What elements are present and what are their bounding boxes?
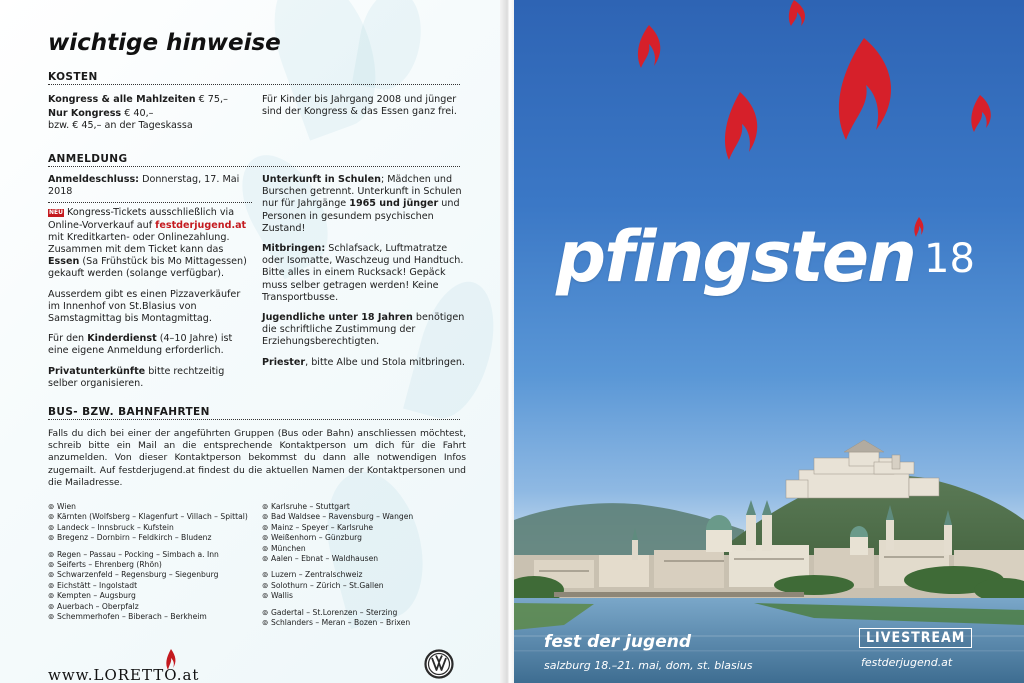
flame-icons: [638, 0, 991, 160]
route-label: Wien: [57, 502, 76, 511]
flame-icon: [971, 95, 990, 132]
kinderdienst-text: (4–10 Jahre) ist eine eigene Anmeldung erforderlich.: [48, 333, 233, 357]
route-bullet-icon: ⊚: [262, 580, 269, 590]
route-bullet-icon: ⊚: [262, 554, 269, 564]
section-heading-bus: BUS- BZW. BAHNFAHRTEN: [48, 406, 210, 418]
cover-subtitle: fest der jugend: [544, 632, 691, 652]
route-bullet-icon: ⊚: [262, 502, 269, 511]
flame-watermark: [352, 0, 428, 94]
route-bullet-icon: ⊚: [48, 601, 55, 611]
route-item: [48, 533, 258, 543]
route-bullet-icon: ⊚: [48, 549, 55, 559]
route-label: Regen – Passau – Pocking – Simbach a. Inn: [57, 549, 219, 559]
route-item: [262, 533, 472, 543]
route-item: [48, 523, 258, 533]
route-label: Schlanders – Meran – Bozen – Brixen: [271, 618, 411, 628]
route-item: [48, 502, 258, 512]
route-label: Kempten – Augsburg: [57, 591, 136, 601]
price-kongress: € 40,–: [121, 108, 154, 120]
route-item: [262, 523, 472, 533]
flame-icon: [725, 92, 757, 160]
schule-year: 1965 und jünger: [349, 198, 439, 210]
route-bullet-icon: ⊚: [262, 607, 269, 617]
route-item: [48, 581, 258, 591]
fortress: [786, 440, 939, 498]
route-item: [48, 570, 258, 580]
route-label: Kärnten (Wolfsberg – Klagenfurt – Villach – Spittal): [57, 512, 248, 522]
loretto-url[interactable]: www.LORETTO.at: [48, 666, 200, 683]
divider: [48, 202, 252, 203]
route-item: [262, 618, 472, 628]
flame-icon: [839, 38, 891, 140]
mitbringen-text: Schlafsack, Luftmatratze oder Isomatte, Waschzeug und Handtuch. Bitte alles in einem Rucksack! Gepäck muss selber getragen werden! Keine Transportbusse.: [262, 243, 464, 303]
cover-year: 18: [924, 236, 975, 282]
price-full: € 75,–: [195, 94, 228, 105]
ticket-text: (Sa Frühstück bis Mo Mittagessen) gekauft werden (solange verfügbar).: [48, 256, 247, 280]
route-bullet-icon: ⊚: [48, 522, 55, 532]
website-link[interactable]: festderjugend.at: [155, 219, 247, 231]
priester-label: Priester: [262, 356, 306, 368]
route-label: Bregenz – Dornbirn – Feldkirch – Bludenz: [57, 533, 212, 543]
route-item: [262, 591, 472, 601]
route-label: Solothurn – Zürich – St.Gallen: [271, 580, 384, 590]
essen-label: Essen: [48, 256, 80, 268]
schule-text: und Personen in gesundem psychischen Zustand!: [262, 198, 460, 234]
privat-text: bitte rechtzeitig selber organisieren.: [48, 365, 225, 389]
route-bullet-icon: ⊚: [262, 512, 269, 522]
route-item: [48, 560, 258, 570]
route-item: [48, 512, 258, 522]
deadline-label: Anmeldeschluss:: [48, 174, 140, 185]
routes-left: [48, 502, 258, 622]
route-label: Seiferts – Ehrenberg (Rhön): [57, 560, 162, 570]
route-bullet-icon: ⊚: [48, 612, 55, 622]
route-label: Mainz – Speyer – Karlsruhe: [271, 522, 374, 532]
route-label: Auerbach – Oberpfalz: [57, 601, 139, 611]
ticket-text: mit Kreditkarten- oder Onlinezahlung. Zusammen mit dem Ticket kann das: [48, 231, 230, 256]
flame-watermark: [255, 0, 394, 141]
route-label: Landeck – Innsbruck – Kufstein: [57, 522, 174, 532]
kinderdienst-info: [48, 333, 252, 357]
flame-icon: [164, 648, 178, 674]
cover-title: pfingsten: [556, 216, 915, 298]
divider: [48, 166, 460, 167]
route-bullet-icon: ⊚: [262, 543, 269, 553]
page-title: wichtige hinweise: [48, 30, 281, 56]
route-item: [262, 608, 472, 618]
route-label: Wallis: [271, 591, 293, 601]
route-label: München: [271, 543, 306, 553]
route-item: [262, 544, 472, 554]
route-bullet-icon: ⊚: [262, 533, 269, 543]
ticket-info: [48, 207, 252, 280]
route-bullet-icon: ⊚: [48, 591, 55, 601]
route-item: [262, 570, 472, 580]
mitbringen-info: [262, 243, 468, 304]
route-bullet-icon: ⊚: [262, 570, 269, 580]
route-bullet-icon: ⊚: [262, 591, 269, 601]
mitbringen-label: Mitbringen:: [262, 243, 326, 255]
schule-text: ; Mädchen und Burschen getrennt. Unterkunft in Schulen nur für Jahrgänge: [262, 174, 462, 210]
route-item: [262, 581, 472, 591]
route-label: Weißenhorn – Günzburg: [271, 533, 362, 543]
route-label: Aalen – Ebnat – Waldhausen: [271, 554, 379, 564]
route-bullet-icon: ⊚: [262, 618, 269, 628]
route-bullet-icon: ⊚: [48, 533, 55, 543]
cover-page: [514, 0, 1024, 683]
route-item: [48, 591, 258, 601]
kinder-free-note: Für Kinder bis Jahrgang 2008 und jünger sind der Kongress & das Essen ganz frei.: [262, 94, 457, 118]
price-label-full: Kongress & alle Mahlzeiten: [48, 94, 196, 105]
new-badge: NEU: [49, 209, 63, 217]
event-details: salzburg 18.–21. mai, dom, st. blasius: [544, 659, 753, 672]
divider: [48, 419, 460, 420]
route-bullet-icon: ⊚: [48, 502, 55, 511]
route-item: [48, 612, 258, 622]
salzburg-scene: [514, 0, 1024, 683]
anmeldung-left-column: [48, 174, 252, 390]
privat-info: [48, 366, 252, 390]
priester-text: , bitte Albe und Stola mitbringen.: [305, 356, 465, 368]
flame-icon: [789, 0, 805, 26]
route-item: [262, 502, 472, 512]
route-bullet-icon: ⊚: [262, 522, 269, 532]
kinderdienst-label: Kinderdienst: [87, 333, 157, 345]
pizza-info: Ausserdem gibt es einen Pizzaverkäufer im Innenhof von St.Blasius von Samstagmittag bis Montagmittag.: [48, 288, 241, 325]
section-heading-kosten: KOSTEN: [48, 71, 98, 83]
privat-label: Privatunterkünfte: [48, 365, 146, 377]
livestream-badge[interactable]: LIVESTREAM: [859, 628, 972, 648]
jugend-label: Jugendliche unter 18 Jahren: [262, 312, 413, 324]
price-tageskassa: bzw. € 45,– an der Tageskassa: [48, 120, 193, 132]
routes-right: [262, 502, 472, 628]
priester-info: [262, 357, 468, 369]
route-item: [48, 550, 258, 560]
route-bullet-icon: ⊚: [48, 580, 55, 590]
route-label: Luzern – Zentralschweiz: [271, 570, 363, 580]
route-item: [262, 554, 472, 564]
route-item: [48, 602, 258, 612]
price-label-kongress: Nur Kongress: [48, 108, 122, 120]
vw-logo-icon: [424, 649, 454, 679]
route-label: Schemmerhofen – Biberach – Berkheim: [57, 612, 207, 622]
anmeldung-right-column: [262, 174, 468, 369]
jugend-text: benötigen die schriftliche Zustimmung der Erziehungsberechtigten.: [262, 312, 465, 348]
route-bullet-icon: ⊚: [48, 560, 55, 570]
ticket-text: Kongress-Tickets ausschließlich via Online-Vorverkauf auf: [48, 207, 235, 231]
schule-info: [262, 174, 468, 235]
flame-icon: [638, 25, 660, 68]
bus-intro: Falls du dich bei einer der angeführten Gruppen (Bus oder Bahn) anschliessen möchtest, schreib bitte ein Mail an die entsprechende Kontaktperson um dich für die Fahrt anzumelden. Von dieser Kontaktperson bekommst du dann alle notwendigen Infos zugemailt. Auf festderjugend.at findest du die aktuellen Namen der Kontaktpersonen und die Mailadresse.: [48, 428, 466, 488]
kosten-block: [48, 94, 248, 133]
route-bullet-icon: ⊚: [48, 512, 55, 522]
route-label: Schwarzenfeld – Regensburg – Siegenburg: [57, 570, 219, 580]
route-label: Karlsruhe – Stuttgart: [271, 502, 350, 511]
divider: [48, 84, 460, 85]
kinderdienst-text: Für den: [48, 333, 88, 345]
section-heading-anmeldung: ANMELDUNG: [48, 153, 128, 165]
route-item: [262, 512, 472, 522]
info-page: [0, 0, 508, 683]
bridge: [554, 592, 804, 597]
jugend-info: [262, 312, 468, 349]
route-label: Gadertal – St.Lorenzen – Sterzing: [271, 607, 398, 617]
route-label: Eichstätt – Ingolstadt: [57, 580, 138, 590]
deadline-date: Donnerstag, 17. Mai 2018: [48, 174, 240, 198]
livestream-url[interactable]: festderjugend.at: [861, 656, 953, 669]
route-label: Bad Waldsee – Ravensburg – Wangen: [271, 512, 414, 522]
route-bullet-icon: ⊚: [48, 570, 55, 580]
schule-label: Unterkunft in Schulen: [262, 174, 381, 185]
